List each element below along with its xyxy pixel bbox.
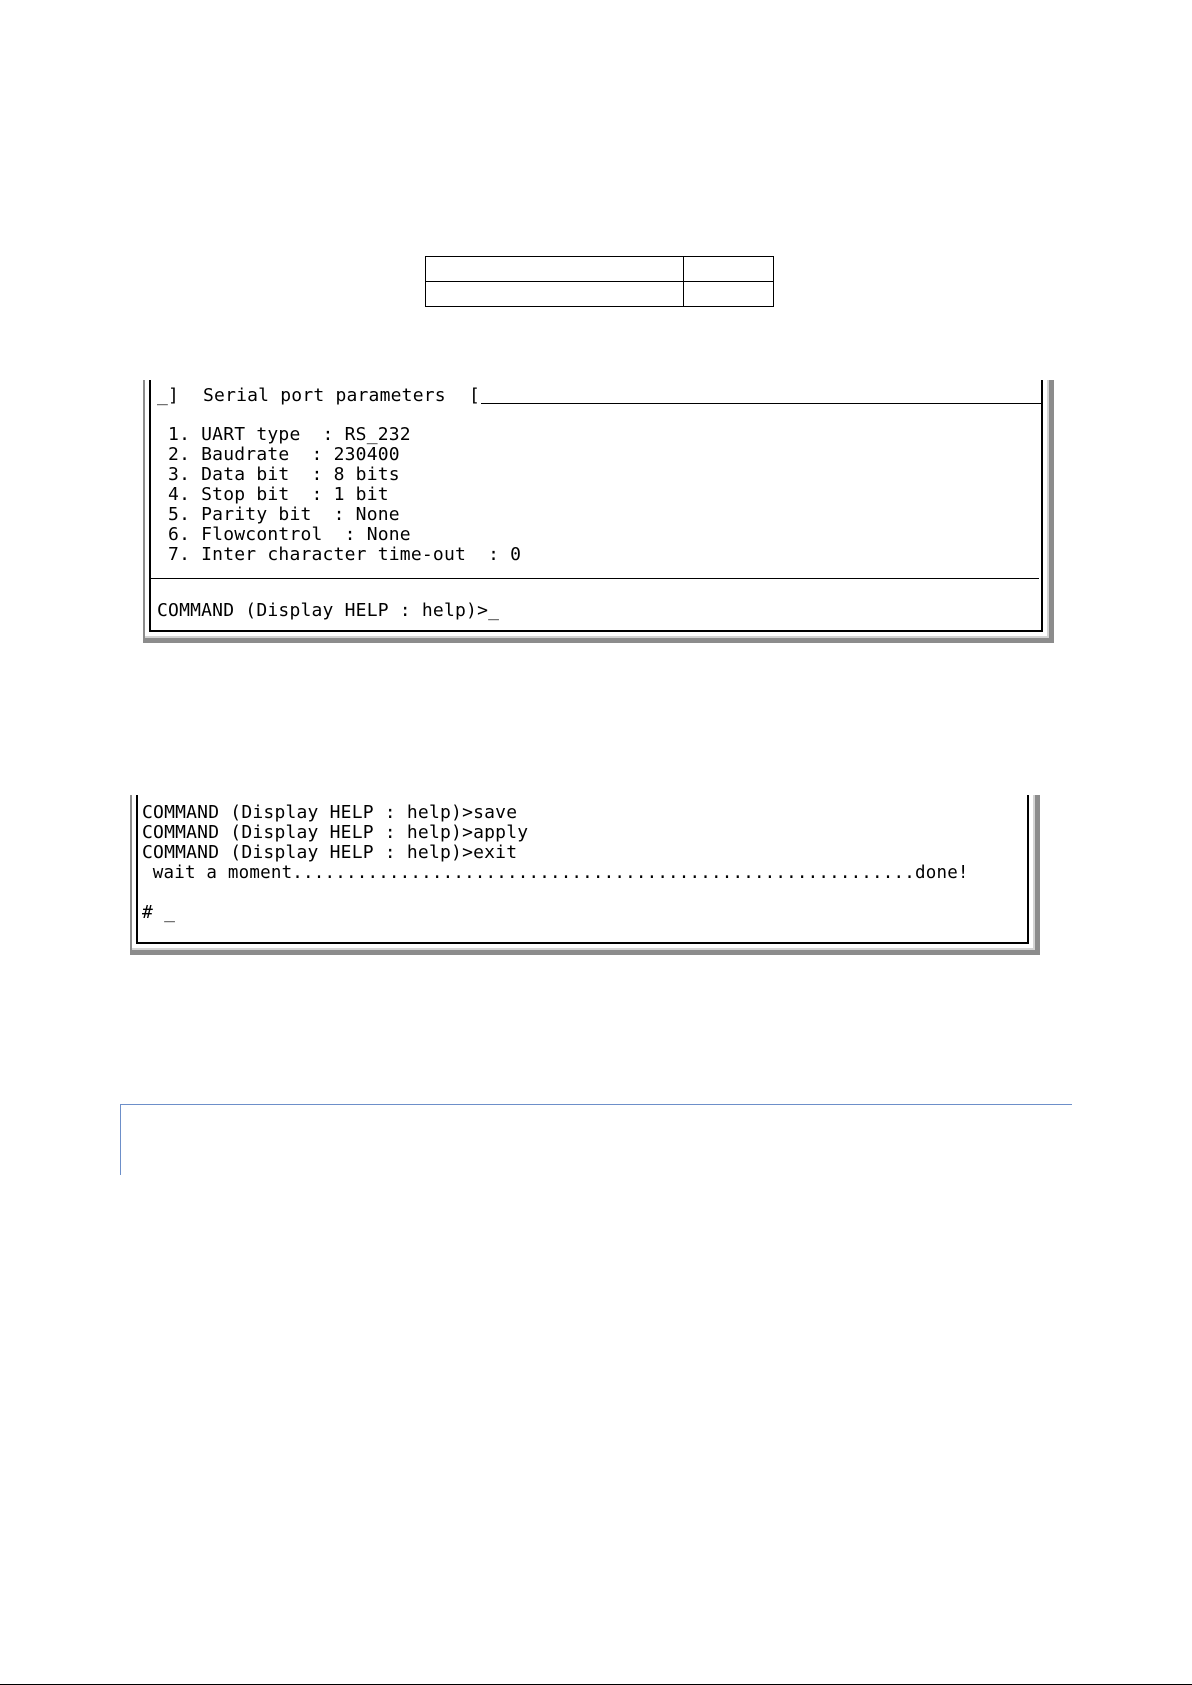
serial-port-parameters-terminal	[143, 380, 1054, 643]
command-output-terminal	[130, 795, 1040, 955]
table-cell	[683, 282, 773, 307]
menu-item-parity-bit[interactable]: 5. Parity bit : None	[157, 504, 400, 525]
menu-item-baudrate[interactable]: 2. Baudrate : 230400	[157, 444, 400, 465]
terminal-title: Serial port parameters	[203, 385, 446, 406]
output-line-exit: COMMAND (Display HELP : help)>exit	[142, 842, 518, 863]
table-cell	[426, 282, 684, 307]
terminal-screen	[136, 795, 1029, 944]
title-bracket-left: _]	[157, 385, 180, 406]
table-row	[426, 282, 774, 307]
command-prompt[interactable]: COMMAND (Display HELP : help)>_	[157, 600, 500, 621]
title-bracket-right: [	[469, 385, 481, 406]
output-line-wait: wait a moment..........................................................done!	[142, 863, 969, 883]
blue-frame	[120, 1104, 1072, 1175]
menu-item-uart-type[interactable]: 1. UART type : RS_232	[157, 424, 411, 445]
output-line-apply: COMMAND (Display HELP : help)>apply	[142, 822, 529, 843]
terminal-screen	[149, 380, 1043, 632]
divider	[151, 578, 1039, 579]
table-cell	[426, 257, 684, 282]
menu-item-inter-char-timeout[interactable]: 7. Inter character time-out : 0	[157, 544, 522, 565]
table-row	[426, 257, 774, 282]
title-underline	[481, 403, 1041, 404]
output-line-save: COMMAND (Display HELP : help)>save	[142, 802, 518, 823]
table-cell	[683, 257, 773, 282]
menu-item-stop-bit[interactable]: 4. Stop bit : 1 bit	[157, 484, 389, 505]
empty-table	[425, 256, 774, 307]
shell-prompt[interactable]: # _	[142, 902, 176, 923]
menu-item-data-bit[interactable]: 3. Data bit : 8 bits	[157, 464, 400, 485]
menu-item-flowcontrol[interactable]: 6. Flowcontrol : None	[157, 524, 411, 545]
